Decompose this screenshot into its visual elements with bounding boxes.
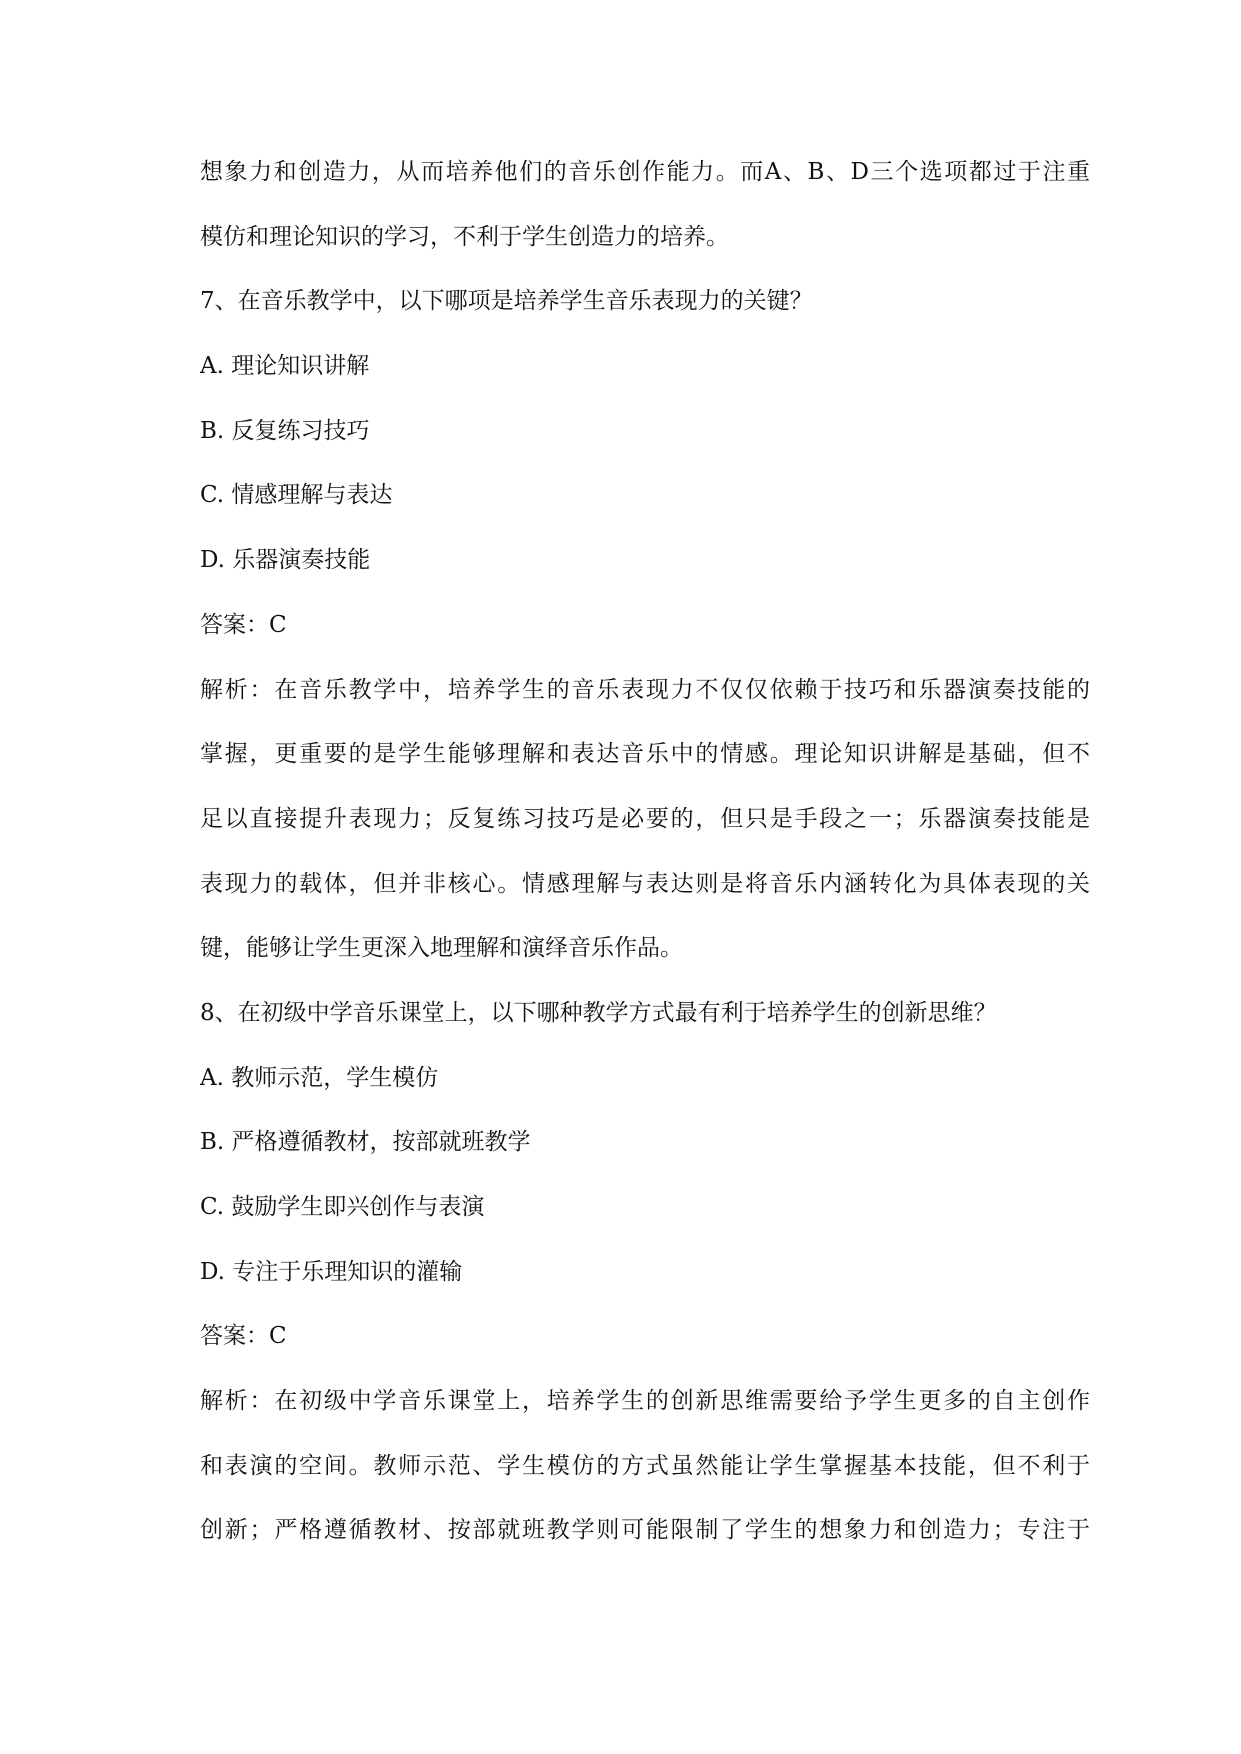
text-line: A. 理论知识讲解 bbox=[200, 353, 370, 380]
text-line: 足以直接提升表现力；反复练习技巧是必要的，但只是手段之一；乐器演奏技能是 bbox=[200, 805, 1090, 832]
text-line: B. 严格遵循教材，按部就班教学 bbox=[200, 1129, 531, 1156]
text-line: 解析：在初级中学音乐课堂上，培养学生的创新思维需要给予学生更多的自主创作 bbox=[200, 1388, 1090, 1415]
text-line: C. 情感理解与表达 bbox=[200, 482, 393, 509]
text-line: 掌握，更重要的是学生能够理解和表达音乐中的情感。理论知识讲解是基础，但不 bbox=[200, 741, 1090, 768]
text-line: D. 乐器演奏技能 bbox=[200, 547, 371, 574]
text-line: 答案：C bbox=[200, 1323, 287, 1350]
text-line: 和表演的空间。教师示范、学生模仿的方式虽然能让学生掌握基本技能，但不利于 bbox=[200, 1452, 1090, 1479]
text-line: A. 教师示范，学生模仿 bbox=[200, 1064, 439, 1091]
text-line: 模仿和理论知识的学习，不利于学生创造力的培养。 bbox=[200, 223, 729, 250]
text-line: 创新；严格遵循教材、按部就班教学则可能限制了学生的想象力和创造力；专注于 bbox=[200, 1517, 1090, 1544]
text-line: 8、在初级中学音乐课堂上，以下哪种教学方式最有利于培养学生的创新思维？ bbox=[200, 999, 997, 1026]
text-line: B. 反复练习技巧 bbox=[200, 417, 370, 444]
text-line: 表现力的载体，但并非核心。情感理解与表达则是将音乐内涵转化为具体表现的关 bbox=[200, 870, 1090, 897]
text-line: 7、在音乐教学中，以下哪项是培养学生音乐表现力的关键？ bbox=[200, 288, 813, 315]
text-line: 答案：C bbox=[200, 611, 287, 638]
text-line: 键，能够让学生更深入地理解和演绎音乐作品。 bbox=[200, 935, 683, 962]
text-line: 解析：在音乐教学中，培养学生的音乐表现力不仅仅依赖于技巧和乐器演奏技能的 bbox=[200, 676, 1090, 703]
document-body bbox=[200, 140, 1090, 1563]
text-line: C. 鼓励学生即兴创作与表演 bbox=[200, 1194, 485, 1220]
text-line: 想象力和创造力，从而培养他们的音乐创作能力。而A、B、D三个选项都过于注重 bbox=[200, 159, 1090, 185]
text-line: D. 专注于乐理知识的灌输 bbox=[200, 1258, 463, 1285]
